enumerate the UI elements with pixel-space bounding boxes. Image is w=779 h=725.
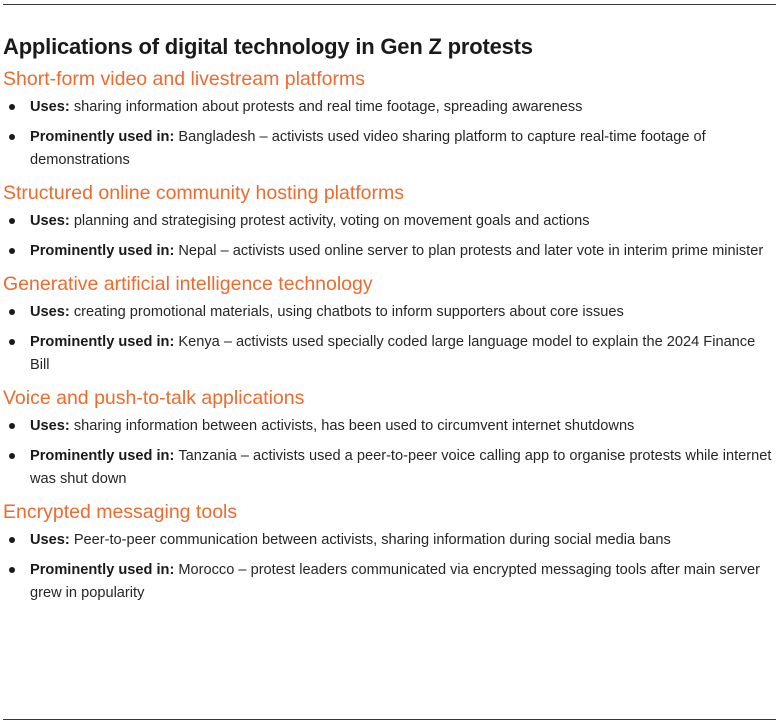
infobox	[3, 33, 777, 612]
bullet-icon	[9, 537, 15, 543]
section-voice-push-to-talk	[3, 384, 777, 491]
uses-label: Uses:	[30, 304, 74, 320]
uses-text: planning and strategising protest activity, voting on movement goals and actions	[73, 213, 590, 229]
bullet-icon	[9, 218, 15, 224]
section-heading: Generative artificial intelligence technology	[3, 273, 373, 295]
section-encrypted-messaging	[3, 498, 777, 605]
used-in-text: Nepal – activists used online server to plan protests and later vote in interim prime minister	[178, 243, 764, 259]
bullet-icon	[9, 248, 15, 254]
bullet-icon	[9, 104, 15, 110]
uses-text: sharing information about protests and real time footage, spreading awareness	[73, 99, 583, 115]
list-item-used-in	[3, 240, 777, 263]
used-in-text: Morocco – protest leaders communicated via encrypted messaging tools after main server grew in popularity	[30, 562, 760, 601]
list-item-uses	[3, 96, 777, 119]
bullet-list	[3, 301, 777, 377]
uses-label: Uses:	[30, 99, 74, 115]
uses-label: Uses:	[30, 532, 74, 548]
uses-label: Uses:	[30, 213, 74, 229]
list-item-used-in	[3, 559, 777, 605]
used-in-text: Bangladesh – activists used video sharing platform to capture real-time footage of demonstrations	[30, 129, 706, 168]
used-in-label: Prominently used in:	[30, 334, 179, 350]
bullet-icon	[9, 453, 15, 459]
used-in-label: Prominently used in:	[30, 129, 179, 145]
bullet-list	[3, 529, 777, 605]
section-heading: Encrypted messaging tools	[3, 501, 238, 523]
used-in-label: Prominently used in:	[30, 562, 179, 578]
section-generative-ai	[3, 270, 777, 377]
bullet-icon	[9, 309, 15, 315]
section-heading: Structured online community hosting platforms	[3, 182, 405, 204]
list-item-uses	[3, 529, 777, 552]
bullet-icon	[9, 134, 15, 140]
bottom-divider	[3, 719, 776, 720]
bullet-icon	[9, 339, 15, 345]
bullet-icon	[9, 567, 15, 573]
uses-text: Peer-to-peer communication between activists, sharing information during social media bans	[73, 532, 671, 548]
used-in-label: Prominently used in:	[30, 448, 179, 464]
list-item-used-in	[3, 331, 777, 377]
uses-label: Uses:	[30, 418, 74, 434]
used-in-text: Kenya – activists used specially coded large language model to explain the 2024 Finance Bill	[30, 334, 756, 373]
used-in-label: Prominently used in:	[30, 243, 179, 259]
uses-text: sharing information between activists, has been used to circumvent internet shutdowns	[73, 418, 635, 434]
list-item-uses	[3, 210, 777, 233]
used-in-text: Tanzania – activists used a peer-to-peer voice calling app to organise protests while internet was shut down	[30, 448, 772, 487]
bullet-icon	[9, 423, 15, 429]
section-heading: Short-form video and livestream platforms	[3, 68, 365, 90]
list-item-uses	[3, 301, 777, 324]
section-community-hosting	[3, 179, 777, 263]
top-divider	[3, 4, 776, 5]
bullet-list	[3, 96, 777, 172]
section-short-form-video	[3, 65, 777, 172]
list-item-uses	[3, 415, 777, 438]
list-item-used-in	[3, 445, 777, 491]
section-heading: Voice and push-to-talk applications	[3, 387, 305, 409]
bullet-list	[3, 415, 777, 491]
list-item-used-in	[3, 126, 777, 172]
uses-text: creating promotional materials, using chatbots to inform supporters about core issues	[73, 304, 624, 320]
bullet-list	[3, 210, 777, 263]
page-title: Applications of digital technology in Gen Z protests	[3, 34, 533, 59]
